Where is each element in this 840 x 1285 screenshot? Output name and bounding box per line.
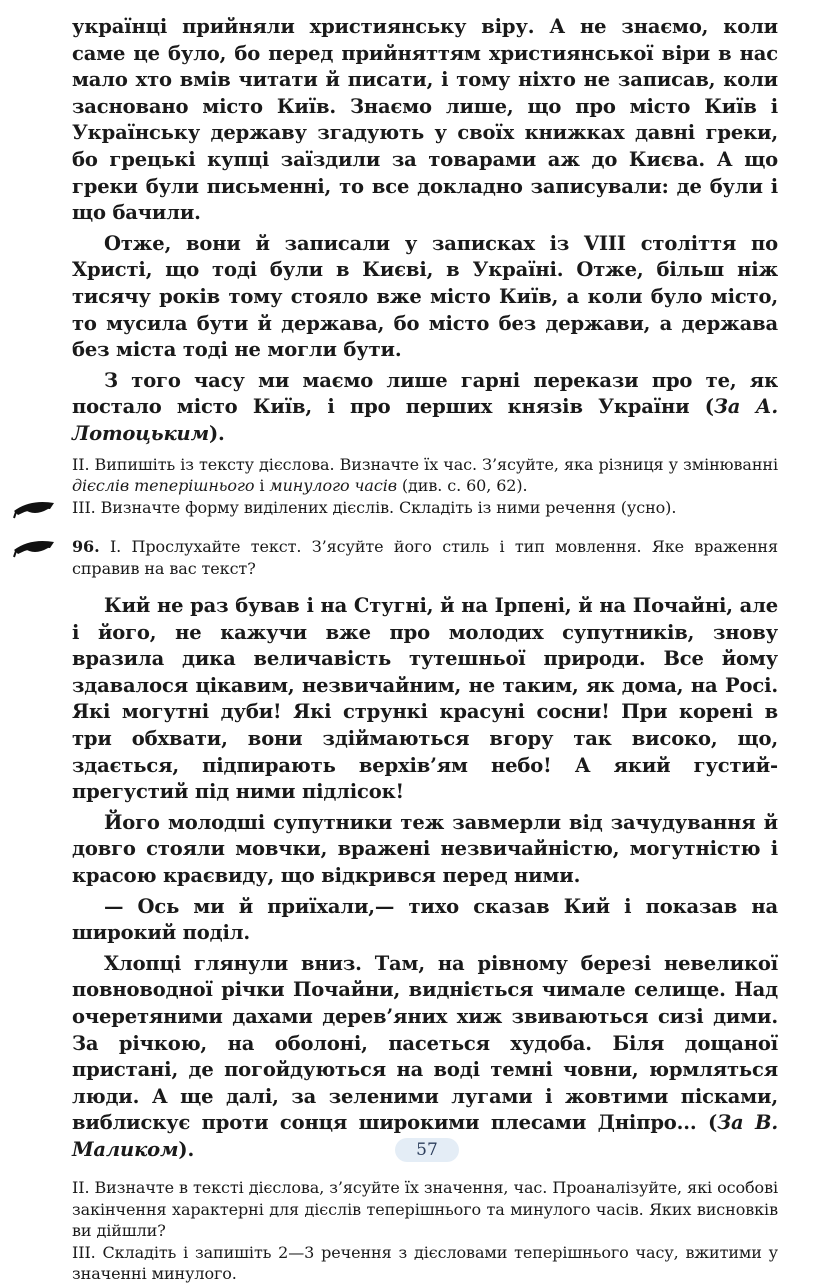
task-96-2: II. Визначте в тексті дієслова, з’ясуйте їх значення, час. Проаналізуйте, які особові закінчення характерні для дієслів теперішнього та минулого часів. Яких висновків ви дійшли? <box>72 1178 778 1241</box>
text-span: . <box>194 201 201 225</box>
text-span: Хлопці глянули вниз. Там, на рівному березі невеликої повноводної річки Почайни, видніється чимале селище. Над очеретяними дахами дерев’яних хиж звиваються сизі дими. За річкою, на оболоні, пасеться худоба. Біля дощаної пристані, де погойдуються на воді темні човни, юрмляться люди. А ще далі, за зеленими лугами і жовтими пісками, виблискує проти сонця широкими плесами Дніпро... ( <box>72 951 778 1135</box>
graduation-cap-icon <box>10 536 56 558</box>
text-span: і <box>254 476 270 495</box>
text-span: , і тому ніхто не записав, коли засновано місто Київ. Знаємо лише, що про місто Київ і Українську державу згадують у своїх книжках давні греки, бо грецькі купці заїздили за товарами аж до Києва. А що греки були письменні, то все докладно записували: де були і що <box>72 68 778 225</box>
highlighted-verbs: читати й писати <box>238 68 427 92</box>
paragraph-legends <box>72 368 778 448</box>
italic-term: дієслів теперішнього <box>72 476 255 495</box>
text-span: (див. с. 60, 62). <box>396 476 528 495</box>
paragraph-intro-continued <box>72 14 778 227</box>
story-paragraph-2: Його молодші супутники теж завмерли від зачудування й довго стояли мовчки, вражені незвичайністю, могутністю і красою краєвиду, що відкрився перед ними. <box>72 810 778 887</box>
paragraph-kyiv-records: Отже, вони й записали у записках із VIII століття по Христі, що тоді були в Києві, в Україні. Отже, більш ніж тисячу років тому стояло вже місто Київ, а коли було місто, то мусила бути й держава, бо місто без держави, а держава без міста тоді не могли бути. <box>72 231 778 362</box>
text-span: II. Випишіть із тексту дієслова. Визначте їх час. З’ясуйте, яка різниця у змінюванні <box>72 454 778 474</box>
exercise-number: 96. <box>72 537 100 556</box>
task-95-3-block <box>72 497 778 519</box>
task-95-3: III. Визначте форму виділених дієслів. Складіть із ними речення (усно). <box>72 497 677 517</box>
task-95-2 <box>72 454 778 497</box>
graduation-cap-icon <box>10 497 56 519</box>
exercise-96-heading <box>72 536 778 579</box>
text-span: З того часу ми маємо лише гарні перекази про те, як постало місто Київ, і про перших князів України ( <box>72 368 778 419</box>
story-paragraph-4 <box>72 951 778 1164</box>
task-96-3: III. Складіть і запишіть 2—3 речення з дієсловами теперішнього часу, вжитими у значенні минулого. <box>72 1242 778 1284</box>
text-span: ). <box>178 1137 195 1161</box>
source-attribution: За А. Лотоцьким <box>72 395 778 445</box>
page-number: 57 <box>395 1138 459 1162</box>
text-span: I. Прослухайте текст. З’ясуйте його стиль і тип мовлення. Яке враження справив на вас текст? <box>72 537 778 578</box>
text-span: ). <box>208 421 225 445</box>
highlighted-verb: бачили <box>112 201 195 225</box>
italic-term: минулого часів <box>269 476 397 495</box>
text-span: українці прийняли християнську віру. А не знаємо, коли саме це було, бо перед прийняттям християнської віри в нас мало хто вмів <box>72 15 778 92</box>
task-96-1 <box>72 536 778 579</box>
story-paragraph-3: — Ось ми й приїхали,— тихо сказав Кий і показав на широкий поділ. <box>72 894 778 945</box>
story-paragraph-1: Кий не раз бував і на Стугні, й на Ірпені, й на Почайні, але і його, не кажучи вже про молодих супутників, знову вразила дика величавість тутешньої природи. Все йому здавалося цікавим, незвичайним, не таким, як дома, на Росі. Які могутні дуби! Які стрункі красуні сосни! При корені в три обхвати, вони здіймаються вгору так високо, що, здається, підпирають верхів’ям небо! А який густий-прегустий під ними підлісок! <box>72 594 778 804</box>
page-content <box>72 14 778 1285</box>
source-attribution: За В. Маликом <box>72 1111 778 1161</box>
